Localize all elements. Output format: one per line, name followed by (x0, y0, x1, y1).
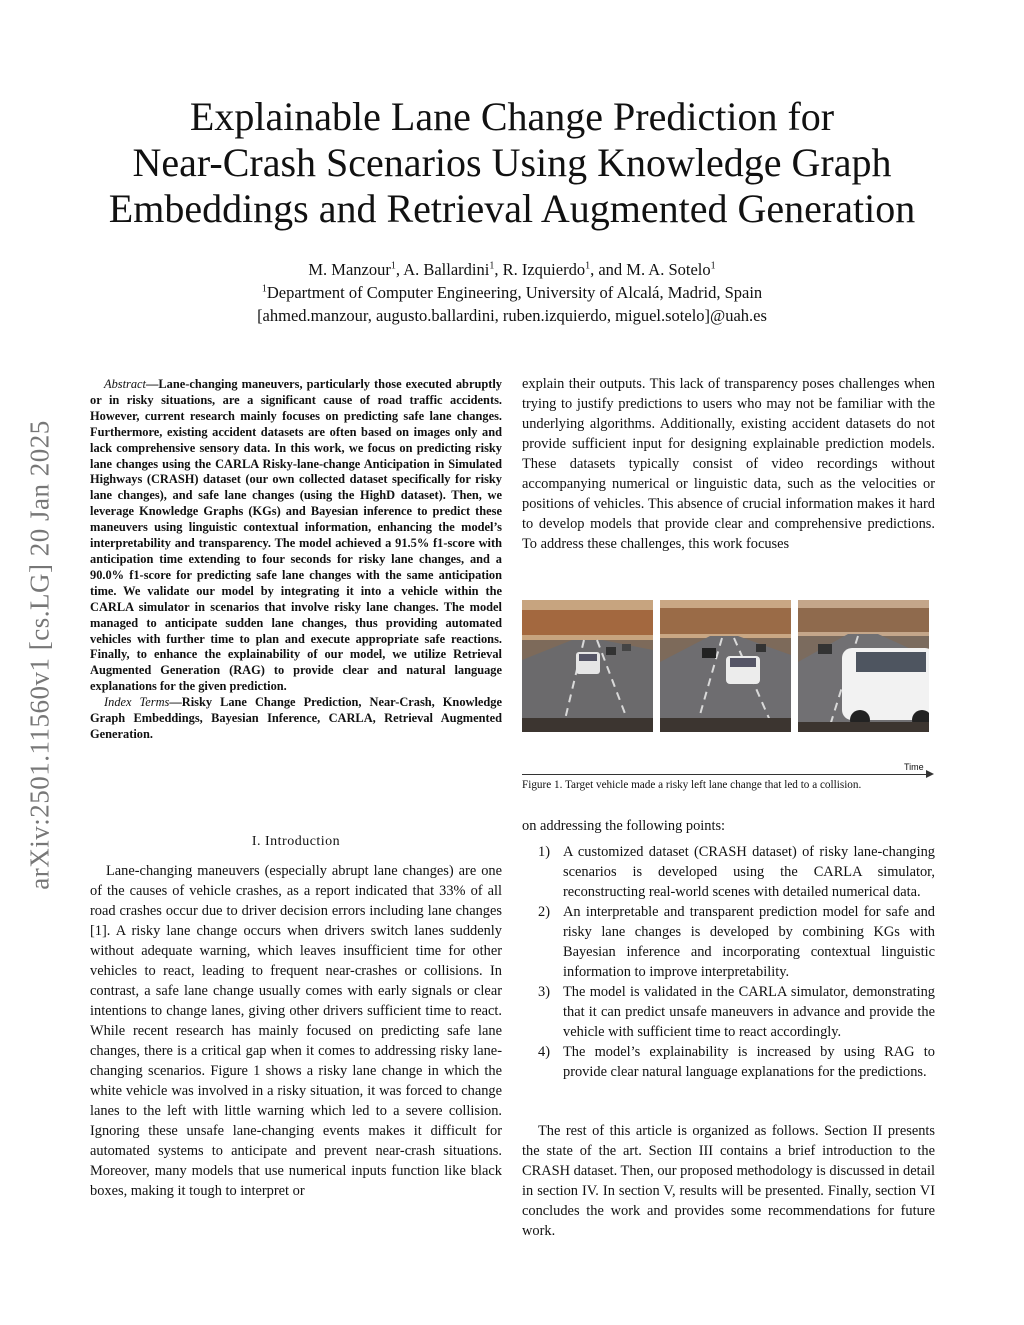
index-terms (90, 695, 502, 743)
closing-paragraph: The rest of this article is organized as follows. Section II presents the state of the art. Section III contains a brief introduction to the CRASH dataset. Then, our proposed methodology is discussed in detail in section IV. In section V, results will be presented. Finally, section VI concludes the work and provides some recommendations for future work. (522, 1123, 935, 1239)
abstract (90, 377, 502, 743)
arxiv-stamp (10, 360, 70, 950)
author: M. A. Sotelo (626, 260, 711, 279)
abstract-paragraph (90, 377, 502, 695)
arxiv-id: arXiv:2501.11560v1 [cs.LG] 20 Jan 2025 (24, 420, 55, 890)
author-block (60, 258, 964, 327)
organization-paragraph (522, 1121, 935, 1241)
intro-paragraph: Lane-changing maneuvers (especially abrupt lane changes) are one of the causes of vehicle crashes, as a report indicated that 33% of all road crashes occur due to driver decision errors including lane changes [1]. A risky lane change occurs when drivers switch lanes suddenly without adequate warning, which leaves insufficient time for other vehicles to react, leading to frequent near-crashes or collisions. In contrast, a safe lane change usually comes with early signals or clear intentions to change lanes, giving other drivers sufficient time to react. While recent research has mainly focused on predicting safe lane changes, there is a critical gap when it comes to addressing risky lane-changing scenarios. Figure 1 shows a risky lane change in which the white vehicle was involved in a risky situation, it was forced to change lanes to the left with little warning which led to a severe collision. Ignoring these unsafe lane-changing events makes it difficult for automated systems to anticipate and prevent near-crash situations. Moreover, many models that use numerical inputs function like black boxes, making it tough to interpret or (90, 863, 502, 1199)
points-lead: on addressing the following points: (522, 818, 726, 834)
affiliation: $^1$Department of Computer Engineering, University of Alcalá, Madrid, Spain (261, 283, 763, 302)
video-frame-1 (522, 600, 653, 732)
author: M. Manzour (308, 260, 391, 279)
time-label: Time (904, 762, 924, 772)
introduction-body (90, 861, 502, 1201)
section-heading-introduction: I. Introduction (251, 834, 341, 849)
author-emails: [ahmed.manzour, augusto.ballardini, ruben.izquierdo, miguel.sotelo]@uah.es (257, 306, 767, 325)
title-line: Embeddings and Retrieval Augmented Generation (108, 186, 916, 231)
figure-frames (522, 600, 935, 732)
author: A. Ballardini (403, 260, 490, 279)
abstract-text: —Lane-changing maneuvers, particularly those executed abruptly or in risky situations, are a significant cause of road traffic accidents. However, current research mainly focuses on predicting safe lane changes. Furthermore, existing accident datasets are often based on images only and lack comprehensive sensory data. In this work, we focus on predicting risky lane changes using the CARLA Risky-lane-change Anticipation in Simulated Highways (CRASH) dataset (our own collected dataset specifically for risky lane changes), and safe lane changes (using the HighD dataset). Then, we leverage Knowledge Graphs (KGs) and Bayesian inference to predict these maneuvers using linguistic contextual information, enhancing the model’s interpretability and transparency. The model achieved a 91.5% f1-score with anticipation time extending to four seconds for risky lane changes, and a 90.0% f1-score for predicting safe lane changes with the same anticipation time. We validate our model by integrating it into a vehicle within the CARLA simulator in scenarios that involve risky lane changes. The model managed to anticipate sudden lane changes, thus providing automated vehicles with further time to plan and execute appropriate safe reactions. Finally, to enhance the explainability of our model, we utilize Retrieval Augmented Generation (RAG) to provide clear and natural language explanations for the given prediction. (90, 377, 502, 694)
list-item: 1) A customized dataset (CRASH dataset) of risky lane-changing scenarios is developed using the CARLA simulator, reconstructing real-world scenes with detailed numerical data. (538, 844, 935, 900)
continued-paragraph: explain their outputs. This lack of transparency poses challenges when trying to justify predictions to users who may not be familiar with the underlying algorithms. Additionally, existing accident datasets do not provide sufficient input for designing explainable prediction models. These datasets typically consist of video recordings without accompanying numerical or linguistic data, such as the velocities or positions of vehicles. This absence of crucial information makes it hard to develop models that provide clear and comprehensive predictions. To address these challenges, this work focuses (522, 376, 935, 552)
list-item: 2) An interpretable and transparent prediction model for safe and risky lane changes is developed by combining KGs with Bayesian inference and incorporating contextual linguistic information to improve interpretability. (538, 904, 935, 980)
index-terms-label: Index Terms (104, 695, 170, 710)
time-axis (522, 774, 929, 775)
list-item: 3) The model is validated in the CARLA simulator, demonstrating that it can predict unsafe maneuvers in advance and provide the vehicle with sufficient time to react accordingly. (538, 984, 935, 1040)
video-frame-3 (798, 600, 929, 732)
author-names: M. Manzour$^1$, A. Ballardini$^1$, R. Izquierdo$^1$, and M. A. Sotelo$^1$ (308, 260, 716, 279)
author: R. Izquierdo (502, 260, 586, 279)
right-column-text (522, 374, 935, 554)
contributions-list (522, 842, 935, 1082)
abstract-label: Abstract (104, 377, 146, 391)
figure-caption: Figure 1. Target vehicle made a risky left lane change that led to a collision. (522, 779, 862, 791)
title-line: Near-Crash Scenarios Using Knowledge Graph (132, 140, 892, 185)
index-terms-text: —Risky Lane Change Prediction, Near-Crash, Knowledge Graph Embeddings, Bayesian Inference, CARLA, Retrieval Augmented Generation. (90, 695, 502, 741)
video-frame-2 (660, 600, 791, 732)
paper-title (60, 94, 964, 232)
title-line: Explainable Lane Change Prediction for (189, 94, 835, 139)
figure-1 (522, 600, 935, 732)
time-arrow-icon (926, 770, 934, 778)
list-item: 4) The model’s explainability is increased by using RAG to provide clear natural language explanations for the predictions. (538, 1044, 935, 1080)
